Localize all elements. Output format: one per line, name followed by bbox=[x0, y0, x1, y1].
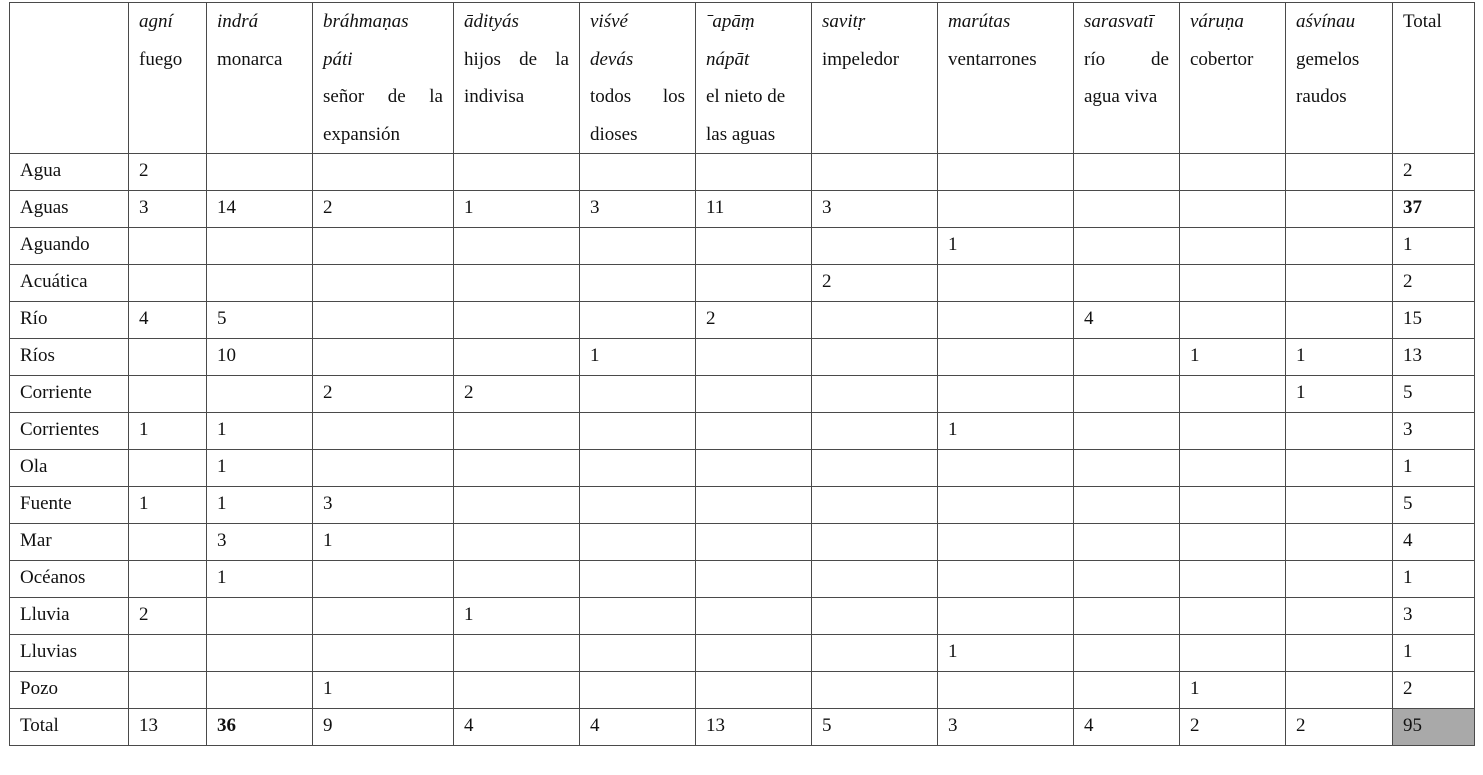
table-cell: 5 bbox=[812, 709, 938, 746]
column-header-line: savitṛ bbox=[822, 11, 866, 32]
table-cell bbox=[938, 598, 1074, 635]
table-row bbox=[10, 635, 1475, 672]
row-total-cell: 95 bbox=[1393, 709, 1475, 746]
row-total-cell: 2 bbox=[1393, 154, 1475, 191]
table-cell bbox=[812, 450, 938, 487]
table-cell bbox=[938, 302, 1074, 339]
column-header-line: gemelos bbox=[1296, 48, 1360, 70]
table-cell bbox=[129, 265, 207, 302]
table-cell bbox=[696, 154, 812, 191]
row-label: Total bbox=[10, 709, 129, 746]
table-cell bbox=[129, 672, 207, 709]
column-header bbox=[1074, 3, 1180, 154]
table-row bbox=[10, 302, 1475, 339]
table-cell bbox=[1180, 487, 1286, 524]
column-header-line: indivisa bbox=[464, 86, 525, 107]
table-cell bbox=[454, 672, 580, 709]
table-cell bbox=[1074, 265, 1180, 302]
column-header-line: indrá bbox=[217, 11, 259, 32]
column-header bbox=[696, 3, 812, 154]
table-cell bbox=[580, 450, 696, 487]
table-cell bbox=[696, 598, 812, 635]
table-row bbox=[10, 487, 1475, 524]
column-header bbox=[129, 3, 207, 154]
table-cell: 1 bbox=[1286, 376, 1393, 413]
table-row bbox=[10, 265, 1475, 302]
table-cell bbox=[1180, 154, 1286, 191]
table-cell bbox=[1074, 635, 1180, 672]
table-cell bbox=[1286, 450, 1393, 487]
table-cell bbox=[1180, 561, 1286, 598]
table-cell: 1 bbox=[207, 413, 313, 450]
column-header-line: expansión bbox=[323, 123, 401, 145]
column-header bbox=[1393, 3, 1475, 154]
table-cell: 2 bbox=[129, 598, 207, 635]
table-cell bbox=[313, 561, 454, 598]
table-cell bbox=[696, 524, 812, 561]
table-cell bbox=[129, 339, 207, 376]
column-header-line: todos los bbox=[590, 86, 685, 107]
column-header-line: Total bbox=[1403, 11, 1442, 32]
column-header-line: váruṇa bbox=[1190, 11, 1244, 32]
table-cell: 4 bbox=[580, 709, 696, 746]
table-cell bbox=[1074, 154, 1180, 191]
table-cell: 1 bbox=[938, 635, 1074, 672]
row-label: Aguando bbox=[10, 228, 129, 265]
row-total-cell: 13 bbox=[1393, 339, 1475, 376]
table-cell bbox=[812, 561, 938, 598]
table-cell: 11 bbox=[696, 191, 812, 228]
column-header bbox=[313, 3, 454, 154]
row-label: Lluvias bbox=[10, 635, 129, 672]
table-cell bbox=[696, 265, 812, 302]
row-label: Lluvia bbox=[10, 598, 129, 635]
table-cell: 1 bbox=[454, 191, 580, 228]
table-cell: 36 bbox=[207, 709, 313, 746]
table-cell: 1 bbox=[207, 450, 313, 487]
table-cell bbox=[1074, 191, 1180, 228]
table-cell bbox=[313, 598, 454, 635]
table-row bbox=[10, 672, 1475, 709]
row-label: Acuática bbox=[10, 265, 129, 302]
table-cell bbox=[580, 672, 696, 709]
column-header-line: páti bbox=[323, 48, 353, 70]
table-cell bbox=[696, 487, 812, 524]
table-cell bbox=[580, 302, 696, 339]
table-cell bbox=[812, 598, 938, 635]
table-cell bbox=[938, 487, 1074, 524]
table-cell bbox=[1180, 228, 1286, 265]
table-cell bbox=[580, 487, 696, 524]
table-cell bbox=[129, 376, 207, 413]
row-total-cell: 5 bbox=[1393, 376, 1475, 413]
table-cell bbox=[129, 450, 207, 487]
water-terms-deities-table bbox=[9, 2, 1475, 746]
column-header-line: las aguas bbox=[706, 123, 776, 145]
table-cell bbox=[1074, 524, 1180, 561]
table-cell: 1 bbox=[313, 524, 454, 561]
row-label: Fuente bbox=[10, 487, 129, 524]
table-cell bbox=[1286, 487, 1393, 524]
table-cell: 2 bbox=[313, 191, 454, 228]
table-cell bbox=[207, 265, 313, 302]
table-cell: 1 bbox=[207, 561, 313, 598]
corner-cell bbox=[10, 3, 129, 154]
table-cell: 1 bbox=[129, 487, 207, 524]
table-cell: 3 bbox=[812, 191, 938, 228]
column-header-line: bráhmaṇas bbox=[323, 11, 409, 32]
table-cell bbox=[812, 228, 938, 265]
table-cell: 1 bbox=[1286, 339, 1393, 376]
table-cell bbox=[313, 635, 454, 672]
table-cell bbox=[696, 339, 812, 376]
table-cell: 3 bbox=[207, 524, 313, 561]
table-cell bbox=[313, 265, 454, 302]
table-cell: 1 bbox=[454, 598, 580, 635]
table-cell bbox=[938, 524, 1074, 561]
table-cell: 14 bbox=[207, 191, 313, 228]
row-total-cell: 1 bbox=[1393, 450, 1475, 487]
column-header-line: ˉapāṃ bbox=[706, 11, 755, 32]
table-cell: 13 bbox=[129, 709, 207, 746]
table-cell bbox=[1074, 561, 1180, 598]
column-header bbox=[454, 3, 580, 154]
column-header bbox=[580, 3, 696, 154]
table-cell bbox=[207, 376, 313, 413]
row-label: Corrientes bbox=[10, 413, 129, 450]
table-cell bbox=[207, 635, 313, 672]
table-cell bbox=[129, 524, 207, 561]
table-row bbox=[10, 524, 1475, 561]
table-cell bbox=[696, 635, 812, 672]
table-cell bbox=[812, 339, 938, 376]
table-cell: 2 bbox=[696, 302, 812, 339]
row-label: Río bbox=[10, 302, 129, 339]
table-cell: 3 bbox=[129, 191, 207, 228]
row-total-cell: 1 bbox=[1393, 635, 1475, 672]
table-row bbox=[10, 154, 1475, 191]
table-cell bbox=[696, 672, 812, 709]
table-cell bbox=[454, 450, 580, 487]
row-label: Corriente bbox=[10, 376, 129, 413]
table-cell bbox=[1074, 376, 1180, 413]
table-cell bbox=[454, 265, 580, 302]
table-cell: 4 bbox=[129, 302, 207, 339]
table-cell: 4 bbox=[454, 709, 580, 746]
table-cell bbox=[1074, 339, 1180, 376]
column-header-line: raudos bbox=[1296, 86, 1347, 107]
table-cell bbox=[1286, 524, 1393, 561]
table-cell bbox=[454, 561, 580, 598]
table-cell: 2 bbox=[1180, 709, 1286, 746]
table-cell: 2 bbox=[129, 154, 207, 191]
table-body bbox=[10, 154, 1475, 746]
table-cell: 13 bbox=[696, 709, 812, 746]
table-cell: 1 bbox=[580, 339, 696, 376]
table-cell bbox=[696, 561, 812, 598]
column-header-line: viśvé bbox=[590, 11, 628, 32]
table-row bbox=[10, 413, 1475, 450]
table-cell: 1 bbox=[207, 487, 313, 524]
table-cell bbox=[696, 228, 812, 265]
column-header-line: señor de la bbox=[323, 86, 443, 107]
table-cell bbox=[1180, 598, 1286, 635]
table-cell bbox=[207, 228, 313, 265]
table-cell bbox=[1286, 191, 1393, 228]
table-cell bbox=[129, 228, 207, 265]
row-total-cell: 37 bbox=[1393, 191, 1475, 228]
table-cell bbox=[580, 598, 696, 635]
table-cell bbox=[1286, 265, 1393, 302]
table-cell bbox=[1180, 450, 1286, 487]
table-cell bbox=[580, 413, 696, 450]
table-cell bbox=[313, 228, 454, 265]
table-row bbox=[10, 561, 1475, 598]
table-cell bbox=[938, 339, 1074, 376]
table-cell bbox=[454, 413, 580, 450]
table-cell bbox=[454, 487, 580, 524]
table-cell bbox=[812, 524, 938, 561]
table-cell bbox=[129, 635, 207, 672]
table-cell bbox=[1286, 228, 1393, 265]
table-cell bbox=[580, 154, 696, 191]
table-row bbox=[10, 339, 1475, 376]
table-cell bbox=[1180, 413, 1286, 450]
column-header-line: cobertor bbox=[1190, 48, 1254, 70]
table-cell bbox=[1180, 635, 1286, 672]
column-header-line: agní bbox=[139, 11, 173, 32]
table-cell: 2 bbox=[454, 376, 580, 413]
table-cell bbox=[1180, 376, 1286, 413]
table-cell bbox=[1180, 191, 1286, 228]
column-header-line: agua viva bbox=[1084, 86, 1158, 107]
table-row bbox=[10, 191, 1475, 228]
table-cell bbox=[580, 524, 696, 561]
table-cell: 1 bbox=[1180, 339, 1286, 376]
row-label: Océanos bbox=[10, 561, 129, 598]
table-cell bbox=[696, 376, 812, 413]
table-cell bbox=[812, 635, 938, 672]
row-total-cell: 5 bbox=[1393, 487, 1475, 524]
column-header bbox=[938, 3, 1074, 154]
column-header bbox=[812, 3, 938, 154]
table-cell bbox=[696, 450, 812, 487]
column-header-line: sarasvatī bbox=[1084, 11, 1154, 32]
table-row bbox=[10, 228, 1475, 265]
header-row bbox=[10, 3, 1475, 154]
row-total-cell: 1 bbox=[1393, 228, 1475, 265]
table-cell bbox=[454, 154, 580, 191]
table-cell bbox=[313, 154, 454, 191]
table-wrapper bbox=[9, 2, 1475, 746]
table-cell: 2 bbox=[812, 265, 938, 302]
table-cell bbox=[938, 265, 1074, 302]
row-total-cell: 2 bbox=[1393, 672, 1475, 709]
table-cell bbox=[1286, 635, 1393, 672]
table-cell: 10 bbox=[207, 339, 313, 376]
table-cell bbox=[313, 302, 454, 339]
table-cell: 3 bbox=[313, 487, 454, 524]
table-row bbox=[10, 598, 1475, 635]
table-cell bbox=[938, 154, 1074, 191]
table-cell bbox=[454, 339, 580, 376]
column-header-line: fuego bbox=[139, 48, 183, 70]
row-total-cell: 3 bbox=[1393, 413, 1475, 450]
table-cell: 1 bbox=[938, 413, 1074, 450]
column-header bbox=[1286, 3, 1393, 154]
column-header-line: marútas bbox=[948, 11, 1011, 32]
table-cell bbox=[580, 265, 696, 302]
row-label: Mar bbox=[10, 524, 129, 561]
table-cell bbox=[938, 376, 1074, 413]
column-header-line: hijos de la bbox=[464, 48, 569, 70]
table-cell: 1 bbox=[313, 672, 454, 709]
table-cell bbox=[696, 413, 812, 450]
table-row bbox=[10, 450, 1475, 487]
column-header-line: devás bbox=[590, 48, 634, 70]
row-label: Pozo bbox=[10, 672, 129, 709]
table-cell: 2 bbox=[313, 376, 454, 413]
table-cell bbox=[812, 487, 938, 524]
column-header-line: impeledor bbox=[822, 48, 900, 70]
table-cell bbox=[1286, 598, 1393, 635]
table-cell bbox=[1074, 598, 1180, 635]
table-cell bbox=[580, 228, 696, 265]
table-cell: 3 bbox=[938, 709, 1074, 746]
column-header-line: río de bbox=[1084, 48, 1169, 70]
table-cell bbox=[812, 154, 938, 191]
table-cell bbox=[938, 672, 1074, 709]
table-cell bbox=[938, 450, 1074, 487]
table-cell bbox=[1180, 265, 1286, 302]
table-cell bbox=[1074, 672, 1180, 709]
row-label: Ríos bbox=[10, 339, 129, 376]
total-row bbox=[10, 709, 1475, 746]
column-header-line: aśvínau bbox=[1296, 11, 1356, 32]
table-cell bbox=[1074, 450, 1180, 487]
table-cell bbox=[454, 635, 580, 672]
row-label: Aguas bbox=[10, 191, 129, 228]
table-cell: 5 bbox=[207, 302, 313, 339]
table-cell bbox=[313, 339, 454, 376]
row-total-cell: 1 bbox=[1393, 561, 1475, 598]
table-cell: 1 bbox=[1180, 672, 1286, 709]
row-label: Agua bbox=[10, 154, 129, 191]
table-cell: 4 bbox=[1074, 709, 1180, 746]
table-cell bbox=[938, 561, 1074, 598]
table-cell bbox=[1286, 302, 1393, 339]
table-cell bbox=[580, 376, 696, 413]
table-cell: 1 bbox=[938, 228, 1074, 265]
row-total-cell: 4 bbox=[1393, 524, 1475, 561]
row-total-cell: 3 bbox=[1393, 598, 1475, 635]
table-cell bbox=[1180, 524, 1286, 561]
table-cell bbox=[207, 154, 313, 191]
table-cell bbox=[1286, 672, 1393, 709]
table-cell bbox=[313, 413, 454, 450]
table-cell bbox=[812, 413, 938, 450]
table-cell bbox=[313, 450, 454, 487]
column-header-line: ādityás bbox=[464, 11, 519, 32]
table-cell: 2 bbox=[1286, 709, 1393, 746]
table-cell bbox=[812, 376, 938, 413]
table-cell bbox=[1074, 413, 1180, 450]
table-cell bbox=[580, 561, 696, 598]
row-total-cell: 15 bbox=[1393, 302, 1475, 339]
column-header-line: dioses bbox=[590, 123, 638, 145]
table-cell bbox=[207, 672, 313, 709]
column-header-line: nápāt bbox=[706, 48, 750, 70]
table-cell: 1 bbox=[129, 413, 207, 450]
table-cell bbox=[1286, 561, 1393, 598]
table-cell: 3 bbox=[580, 191, 696, 228]
column-header-line: monarca bbox=[217, 48, 283, 70]
table-cell bbox=[207, 598, 313, 635]
table-cell bbox=[812, 302, 938, 339]
table-cell bbox=[580, 635, 696, 672]
table-cell bbox=[454, 302, 580, 339]
column-header bbox=[207, 3, 313, 154]
table-cell bbox=[1180, 302, 1286, 339]
table-cell bbox=[812, 672, 938, 709]
table-cell bbox=[1074, 487, 1180, 524]
table-cell bbox=[129, 561, 207, 598]
table-cell: 9 bbox=[313, 709, 454, 746]
table-cell bbox=[454, 228, 580, 265]
row-label: Ola bbox=[10, 450, 129, 487]
column-header-line: el nieto de bbox=[706, 86, 786, 107]
table-row bbox=[10, 376, 1475, 413]
column-header bbox=[1180, 3, 1286, 154]
table-cell bbox=[1286, 413, 1393, 450]
table-cell: 4 bbox=[1074, 302, 1180, 339]
table-cell bbox=[938, 191, 1074, 228]
table-cell bbox=[1286, 154, 1393, 191]
column-header-line: ventarrones bbox=[948, 48, 1037, 70]
table-cell bbox=[1074, 228, 1180, 265]
row-total-cell: 2 bbox=[1393, 265, 1475, 302]
table-cell bbox=[454, 524, 580, 561]
